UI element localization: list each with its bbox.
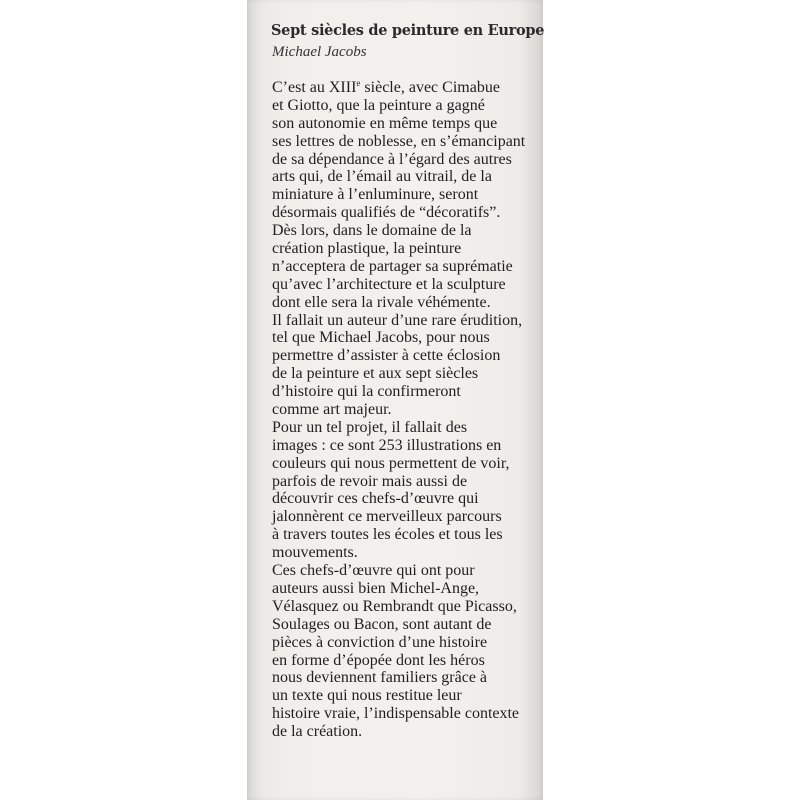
blurb-line: nous deviennent familiers grâce à	[272, 669, 488, 687]
blurb-line: d’histoire qui la confirmeront	[272, 383, 461, 401]
blurb-line: jalonnèrent ce merveilleux parcours	[272, 508, 502, 526]
blurb-line: C’est au XIIIe siècle, avec Cimabue	[272, 78, 500, 96]
blurb-line: et Giotto, que la peinture a gagné	[272, 96, 485, 114]
blurb-line: comme art majeur.	[272, 401, 392, 419]
blurb-line: mouvements.	[272, 544, 358, 562]
blurb-line: tel que Michael Jacobs, pour nous	[272, 329, 490, 347]
blurb-line: Il fallait un auteur d’une rare érudition,	[272, 311, 523, 329]
blurb-line: auteurs aussi bien Michel-Ange,	[272, 579, 480, 597]
blurb-line: couleurs qui nous permettent de voir,	[272, 454, 510, 472]
blurb-line: pièces à conviction d’une histoire	[272, 633, 488, 651]
book-title: Sept siècles de peinture en Europe	[271, 22, 545, 39]
blurb-line: un texte qui nous restitue leur	[272, 687, 462, 705]
blurb-line: en forme d’épopée dont les héros	[272, 651, 485, 669]
blurb-line: permettre d’assister à cette éclosion	[272, 347, 501, 365]
blurb-line: Dès lors, dans le domaine de la	[272, 222, 472, 240]
blurb-line: de la peinture et aux sept siècles	[272, 365, 479, 383]
blurb-line: son autonomie en même temps que	[272, 114, 498, 132]
blurb-line: Pour un tel projet, il fallait des	[272, 418, 468, 436]
blurb-line: arts qui, de l’émail au vitrail, de la	[272, 168, 492, 186]
blurb-line: de la création.	[272, 723, 363, 741]
blurb-line: Soulages ou Bacon, sont autant de	[272, 615, 492, 633]
blurb-line: n’acceptera de partager sa suprématie	[272, 257, 513, 275]
blurb-line: parfois de revoir mais aussi de	[272, 472, 468, 490]
blurb-line: découvrir ces chefs-d’œuvre qui	[272, 490, 479, 508]
blurb-line: Vélasquez ou Rembrandt que Picasso,	[272, 597, 517, 615]
blurb-line: création plastique, la peinture	[272, 240, 462, 258]
blurb-line: ses lettres de noblesse, en s’émancipant	[272, 132, 526, 150]
book-author: Michael Jacobs	[272, 44, 367, 60]
blurb-line: images : ce sont 253 illustrations en	[272, 436, 502, 454]
blurb-line: désormais qualifiés de “décoratifs”.	[272, 204, 501, 222]
blurb-line: à travers toutes les écoles et tous les	[272, 526, 503, 544]
blurb-line: qu’avec l’architecture et la sculpture	[272, 275, 506, 293]
blurb-line: dont elle sera la rivale véhémente.	[272, 293, 491, 311]
blurb-line: Ces chefs-d’œuvre qui ont pour	[272, 562, 475, 580]
blurb-line: miniature à l’enluminure, seront	[272, 186, 479, 204]
blurb-text	[272, 79, 540, 741]
blurb-line: histoire vraie, l’indispensable contexte	[272, 705, 520, 723]
blurb-line: de sa dépendance à l’égard des autres	[272, 150, 512, 168]
